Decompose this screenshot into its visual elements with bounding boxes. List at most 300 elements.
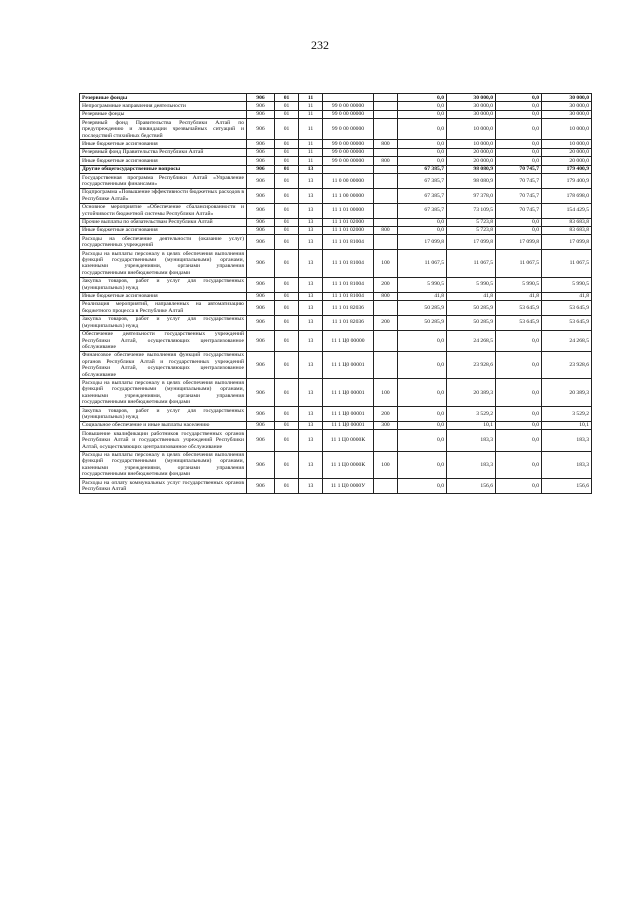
row-grbs-cell: 906	[247, 407, 275, 422]
row-subsection-cell: 11	[299, 102, 323, 110]
row-amount-4-cell: 183,3	[542, 430, 592, 451]
row-section-cell: 01	[275, 94, 299, 102]
table-row	[80, 148, 592, 156]
row-amount-2-cell: 10 000,0	[447, 119, 496, 140]
row-target-article-cell: 11 1 Ц0 00001	[323, 379, 374, 407]
row-amount-3-cell: 0,0	[496, 218, 542, 226]
row-expense-type-cell: 800	[374, 292, 398, 300]
row-name-cell: Иные бюджетные ассигнования	[80, 292, 247, 300]
row-section-cell: 01	[275, 379, 299, 407]
row-subsection-cell: 13	[299, 250, 323, 278]
row-amount-4-cell: 17 099,8	[542, 235, 592, 250]
row-subsection-cell: 11	[299, 94, 323, 102]
row-amount-1-cell: 67 385,7	[398, 203, 447, 218]
row-grbs-cell: 906	[247, 94, 275, 102]
row-section-cell: 01	[275, 218, 299, 226]
row-amount-2-cell: 17 099,8	[447, 235, 496, 250]
row-section-cell: 01	[275, 479, 299, 494]
row-amount-4-cell: 53 645,9	[542, 300, 592, 315]
row-amount-2-cell: 5 723,8	[447, 226, 496, 234]
row-amount-3-cell: 5 990,5	[496, 277, 542, 292]
row-subsection-cell: 13	[299, 330, 323, 351]
row-subsection-cell: 13	[299, 165, 323, 173]
row-name-cell: Закупка товаров, работ и услуг для государственных (муниципальных) нужд	[80, 315, 247, 330]
row-section-cell: 01	[275, 119, 299, 140]
row-target-article-cell	[323, 94, 374, 102]
row-amount-4-cell: 10,1	[542, 421, 592, 429]
row-subsection-cell: 11	[299, 157, 323, 165]
row-section-cell: 01	[275, 430, 299, 451]
table-row	[80, 140, 592, 148]
row-amount-4-cell: 11 067,5	[542, 250, 592, 278]
row-expense-type-cell: 100	[374, 250, 398, 278]
row-subsection-cell: 11	[299, 119, 323, 140]
row-amount-2-cell: 10 000,0	[447, 140, 496, 148]
row-amount-2-cell: 10,1	[447, 421, 496, 429]
row-subsection-cell: 13	[299, 218, 323, 226]
row-expense-type-cell	[374, 203, 398, 218]
row-amount-4-cell: 30 000,0	[542, 94, 592, 102]
row-expense-type-cell	[374, 479, 398, 494]
row-target-article-cell: 11 1 Ц0 0000К	[323, 451, 374, 479]
row-amount-1-cell: 0,0	[398, 407, 447, 422]
row-section-cell: 01	[275, 140, 299, 148]
row-amount-4-cell: 53 645,9	[542, 315, 592, 330]
row-amount-2-cell: 3 529,2	[447, 407, 496, 422]
row-expense-type-cell	[374, 330, 398, 351]
row-section-cell: 01	[275, 157, 299, 165]
table-row	[80, 218, 592, 226]
row-name-cell: Закупка товаров, работ и услуг для государственных (муниципальных) нужд	[80, 277, 247, 292]
row-target-article-cell: 11 1 Ц0 00001	[323, 421, 374, 429]
row-amount-4-cell: 154 429,5	[542, 203, 592, 218]
row-target-article-cell: 11 1 01 81004	[323, 277, 374, 292]
row-amount-3-cell: 70 745,7	[496, 188, 542, 203]
row-grbs-cell: 906	[247, 300, 275, 315]
row-amount-2-cell: 5 990,5	[447, 277, 496, 292]
table-row	[80, 430, 592, 451]
row-section-cell: 01	[275, 330, 299, 351]
row-name-cell: Резервные фонды	[80, 110, 247, 118]
row-amount-2-cell: 30 000,0	[447, 110, 496, 118]
row-section-cell: 01	[275, 148, 299, 156]
row-name-cell: Резервный фонд Правительства Республики Алтай	[80, 148, 247, 156]
row-subsection-cell: 13	[299, 315, 323, 330]
row-amount-2-cell: 183,3	[447, 451, 496, 479]
row-name-cell: Закупка товаров, работ и услуг для государственных (муниципальных) нужд	[80, 407, 247, 422]
row-target-article-cell: 11 1 Ц0 00000	[323, 330, 374, 351]
row-amount-4-cell: 20 000,0	[542, 157, 592, 165]
row-grbs-cell: 906	[247, 315, 275, 330]
row-amount-3-cell: 0,0	[496, 140, 542, 148]
row-expense-type-cell	[374, 165, 398, 173]
row-subsection-cell: 11	[299, 110, 323, 118]
row-subsection-cell: 13	[299, 479, 323, 494]
row-target-article-cell: 99 0 00 00000	[323, 148, 374, 156]
row-grbs-cell: 906	[247, 102, 275, 110]
row-section-cell: 01	[275, 174, 299, 189]
row-name-cell: Расходы на выплаты персоналу в целях обеспечения выполнения функций государственными (муниципальными) органами, казенными учреждениями, органами управления государственными внебюджетными фондами	[80, 379, 247, 407]
row-name-cell: Расходы на выплаты персоналу в целях обеспечения выполнения функций государственными (муниципальными) органами, казенными учреждениями, органами управления государственными внебюджетными фондами	[80, 451, 247, 479]
row-target-article-cell: 11 1 01 02000	[323, 218, 374, 226]
row-amount-1-cell: 0,0	[398, 421, 447, 429]
row-expense-type-cell	[374, 218, 398, 226]
table-row	[80, 226, 592, 234]
table-row	[80, 407, 592, 422]
row-grbs-cell: 906	[247, 148, 275, 156]
row-name-cell: Иные бюджетные ассигнования	[80, 157, 247, 165]
row-amount-4-cell: 179 400,9	[542, 174, 592, 189]
row-expense-type-cell	[374, 110, 398, 118]
row-amount-1-cell: 0,0	[398, 119, 447, 140]
row-amount-3-cell: 0,0	[496, 407, 542, 422]
row-expense-type-cell: 300	[374, 421, 398, 429]
row-amount-3-cell: 0,0	[496, 351, 542, 379]
row-subsection-cell: 13	[299, 421, 323, 429]
table-row	[80, 479, 592, 494]
table-row	[80, 203, 592, 218]
row-amount-3-cell: 70 745,7	[496, 174, 542, 189]
row-amount-3-cell: 0,0	[496, 110, 542, 118]
row-amount-3-cell: 0,0	[496, 119, 542, 140]
row-amount-4-cell: 30 000,0	[542, 102, 592, 110]
row-amount-4-cell: 156,6	[542, 479, 592, 494]
row-expense-type-cell: 100	[374, 379, 398, 407]
row-amount-1-cell: 5 990,5	[398, 277, 447, 292]
row-section-cell: 01	[275, 421, 299, 429]
row-subsection-cell: 13	[299, 226, 323, 234]
row-name-cell: Расходы на выплаты персоналу в целях обеспечения выполнения функций государственными (муниципальными) органами, казенными учреждениями, органами управления государственными внебюджетными фондами	[80, 250, 247, 278]
row-grbs-cell: 906	[247, 165, 275, 173]
table-row	[80, 157, 592, 165]
row-expense-type-cell	[374, 300, 398, 315]
row-grbs-cell: 906	[247, 351, 275, 379]
row-amount-1-cell: 50 285,9	[398, 300, 447, 315]
row-target-article-cell: 99 0 00 00000	[323, 102, 374, 110]
table-row	[80, 235, 592, 250]
row-amount-2-cell: 41,8	[447, 292, 496, 300]
row-amount-1-cell: 67 385,7	[398, 174, 447, 189]
row-amount-3-cell: 0,0	[496, 94, 542, 102]
row-amount-3-cell: 0,0	[496, 479, 542, 494]
row-amount-1-cell: 0,0	[398, 218, 447, 226]
table-row	[80, 315, 592, 330]
row-expense-type-cell: 800	[374, 140, 398, 148]
row-subsection-cell: 13	[299, 407, 323, 422]
row-name-cell: Другие общегосударственные вопросы	[80, 165, 247, 173]
row-amount-1-cell: 41,8	[398, 292, 447, 300]
row-section-cell: 01	[275, 235, 299, 250]
row-name-cell: Реализация мероприятий, направленных на автоматизацию бюджетного процесса в Республике Алтай	[80, 300, 247, 315]
row-amount-1-cell: 0,0	[398, 110, 447, 118]
row-amount-3-cell: 0,0	[496, 330, 542, 351]
row-subsection-cell: 13	[299, 379, 323, 407]
row-amount-2-cell: 11 067,5	[447, 250, 496, 278]
row-name-cell: Подпрограмма «Повышение эффективности бюджетных расходов в Республике Алтай»	[80, 188, 247, 203]
row-subsection-cell: 13	[299, 451, 323, 479]
row-grbs-cell: 906	[247, 421, 275, 429]
row-name-cell: Социальное обеспечение и иные выплаты населению	[80, 421, 247, 429]
row-amount-1-cell: 0,0	[398, 157, 447, 165]
row-target-article-cell: 11 1 01 02000	[323, 226, 374, 234]
row-name-cell: Прочие выплаты по обязательствам Республики Алтай	[80, 218, 247, 226]
row-grbs-cell: 906	[247, 330, 275, 351]
row-amount-1-cell: 0,0	[398, 479, 447, 494]
row-target-article-cell: 99 0 00 00000	[323, 119, 374, 140]
row-amount-2-cell: 30 000,0	[447, 94, 496, 102]
table-row	[80, 165, 592, 173]
row-amount-2-cell: 24 268,5	[447, 330, 496, 351]
row-amount-3-cell: 0,0	[496, 379, 542, 407]
row-amount-4-cell: 20 000,0	[542, 148, 592, 156]
row-amount-2-cell: 20 389,3	[447, 379, 496, 407]
row-amount-2-cell: 20 000,0	[447, 148, 496, 156]
table-row	[80, 119, 592, 140]
row-subsection-cell: 13	[299, 300, 323, 315]
row-amount-2-cell: 73 109,5	[447, 203, 496, 218]
budget-table-body	[80, 94, 592, 494]
page-number: 232	[311, 38, 329, 52]
row-amount-3-cell: 53 645,9	[496, 315, 542, 330]
row-amount-3-cell: 0,0	[496, 451, 542, 479]
row-subsection-cell: 11	[299, 148, 323, 156]
row-name-cell: Иные бюджетные ассигнования	[80, 140, 247, 148]
row-section-cell: 01	[275, 203, 299, 218]
row-expense-type-cell: 200	[374, 315, 398, 330]
row-grbs-cell: 906	[247, 140, 275, 148]
row-section-cell: 01	[275, 277, 299, 292]
row-grbs-cell: 906	[247, 451, 275, 479]
table-row	[80, 330, 592, 351]
row-grbs-cell: 906	[247, 119, 275, 140]
row-grbs-cell: 906	[247, 250, 275, 278]
row-name-cell: Государственная программа Республики Алтай «Управление государственными финансами»	[80, 174, 247, 189]
row-section-cell: 01	[275, 315, 299, 330]
row-expense-type-cell: 800	[374, 157, 398, 165]
row-target-article-cell: 11 1 Ц0 0000К	[323, 430, 374, 451]
row-subsection-cell: 11	[299, 140, 323, 148]
row-amount-3-cell: 0,0	[496, 148, 542, 156]
row-expense-type-cell	[374, 174, 398, 189]
row-name-cell: Расходы на обеспечение деятельности (оказание услуг) государственных учреждений	[80, 235, 247, 250]
row-grbs-cell: 906	[247, 203, 275, 218]
table-row	[80, 351, 592, 379]
row-section-cell: 01	[275, 226, 299, 234]
row-subsection-cell: 13	[299, 203, 323, 218]
row-amount-1-cell: 0,0	[398, 226, 447, 234]
row-expense-type-cell: 200	[374, 277, 398, 292]
row-grbs-cell: 906	[247, 292, 275, 300]
row-name-cell: Обеспечение деятельности государственных учреждений Республики Алтай, осуществляющих централизованное обслуживание	[80, 330, 247, 351]
row-subsection-cell: 13	[299, 351, 323, 379]
row-section-cell: 01	[275, 165, 299, 173]
table-row	[80, 174, 592, 189]
table-row	[80, 110, 592, 118]
row-subsection-cell: 13	[299, 430, 323, 451]
row-target-article-cell: 11 1 01 81004	[323, 250, 374, 278]
row-amount-4-cell: 24 268,5	[542, 330, 592, 351]
row-grbs-cell: 906	[247, 174, 275, 189]
row-amount-1-cell: 0,0	[398, 140, 447, 148]
row-target-article-cell: 11 1 01 81004	[323, 235, 374, 250]
row-amount-3-cell: 53 645,9	[496, 300, 542, 315]
row-subsection-cell: 13	[299, 292, 323, 300]
row-amount-2-cell: 50 285,9	[447, 300, 496, 315]
row-amount-3-cell: 70 745,7	[496, 165, 542, 173]
row-target-article-cell: 99 0 00 00000	[323, 157, 374, 165]
row-name-cell: Расходы на оплату коммунальных услуг государственных органов Республики Алтай	[80, 479, 247, 494]
row-target-article-cell: 11 1 Ц0 00001	[323, 407, 374, 422]
row-amount-1-cell: 0,0	[398, 379, 447, 407]
table-row	[80, 451, 592, 479]
row-amount-2-cell: 30 000,0	[447, 102, 496, 110]
row-subsection-cell: 13	[299, 277, 323, 292]
row-section-cell: 01	[275, 102, 299, 110]
row-name-cell: Непрограммные направления деятельности	[80, 102, 247, 110]
table-row	[80, 277, 592, 292]
row-target-article-cell: 11 1 01 00000	[323, 203, 374, 218]
row-target-article-cell	[323, 165, 374, 173]
row-amount-3-cell: 0,0	[496, 430, 542, 451]
row-amount-1-cell: 17 099,8	[398, 235, 447, 250]
row-target-article-cell: 11 1 01 81004	[323, 292, 374, 300]
row-target-article-cell: 11 1 01 82036	[323, 315, 374, 330]
row-section-cell: 01	[275, 188, 299, 203]
row-grbs-cell: 906	[247, 235, 275, 250]
row-amount-4-cell: 23 928,6	[542, 351, 592, 379]
row-amount-2-cell: 97 378,0	[447, 188, 496, 203]
row-grbs-cell: 906	[247, 226, 275, 234]
row-amount-3-cell: 0,0	[496, 226, 542, 234]
row-grbs-cell: 906	[247, 157, 275, 165]
row-amount-2-cell: 156,6	[447, 479, 496, 494]
row-amount-3-cell: 0,0	[496, 157, 542, 165]
row-amount-4-cell: 10 000,0	[542, 119, 592, 140]
row-section-cell: 01	[275, 300, 299, 315]
row-expense-type-cell	[374, 94, 398, 102]
row-expense-type-cell	[374, 119, 398, 140]
row-amount-4-cell: 20 389,3	[542, 379, 592, 407]
row-grbs-cell: 906	[247, 110, 275, 118]
row-subsection-cell: 13	[299, 174, 323, 189]
row-target-article-cell: 11 0 00 00000	[323, 174, 374, 189]
row-amount-4-cell: 10 000,0	[542, 140, 592, 148]
row-target-article-cell: 99 0 00 00000	[323, 110, 374, 118]
row-amount-1-cell: 67 385,7	[398, 165, 447, 173]
row-grbs-cell: 906	[247, 277, 275, 292]
row-name-cell: Резервный фонд Правительства Республики Алтай по предупреждению и ликвидации чрезвычайных ситуаций и последствий стихийных бедствий	[80, 119, 247, 140]
row-grbs-cell: 906	[247, 479, 275, 494]
row-amount-2-cell: 98 080,9	[447, 165, 496, 173]
row-amount-4-cell: 83 683,8	[542, 226, 592, 234]
row-amount-1-cell: 0,0	[398, 102, 447, 110]
row-amount-1-cell: 0,0	[398, 351, 447, 379]
table-row	[80, 102, 592, 110]
row-grbs-cell: 906	[247, 218, 275, 226]
table-row	[80, 188, 592, 203]
row-amount-1-cell: 11 067,5	[398, 250, 447, 278]
row-section-cell: 01	[275, 407, 299, 422]
row-amount-4-cell: 41,8	[542, 292, 592, 300]
row-amount-2-cell: 50 285,9	[447, 315, 496, 330]
row-amount-2-cell: 98 080,9	[447, 174, 496, 189]
row-amount-2-cell: 5 723,8	[447, 218, 496, 226]
row-expense-type-cell: 100	[374, 451, 398, 479]
row-amount-3-cell: 11 067,5	[496, 250, 542, 278]
row-target-article-cell: 11 1 01 82036	[323, 300, 374, 315]
row-amount-4-cell: 178 698,0	[542, 188, 592, 203]
row-section-cell: 01	[275, 351, 299, 379]
row-amount-1-cell: 0,0	[398, 451, 447, 479]
row-amount-2-cell: 20 000,0	[447, 157, 496, 165]
row-expense-type-cell	[374, 430, 398, 451]
row-expense-type-cell	[374, 235, 398, 250]
row-amount-3-cell: 0,0	[496, 421, 542, 429]
row-name-cell: Повышение квалификации работников государственных органов Республики Алтай и государственных учреждений Республики Алтай, осуществляющих централизованное обслуживание	[80, 430, 247, 451]
table-row	[80, 421, 592, 429]
row-amount-4-cell: 83 683,8	[542, 218, 592, 226]
row-name-cell: Финансовое обеспечение выполнения функций государственных органов Республики Алтай и государственных учреждений Республики Алтай, осуществляющих централизованное обслуживание	[80, 351, 247, 379]
row-grbs-cell: 906	[247, 188, 275, 203]
row-section-cell: 01	[275, 292, 299, 300]
row-expense-type-cell: 200	[374, 407, 398, 422]
row-amount-1-cell: 0,0	[398, 94, 447, 102]
row-grbs-cell: 906	[247, 379, 275, 407]
row-expense-type-cell: 800	[374, 226, 398, 234]
row-amount-4-cell: 30 000,0	[542, 110, 592, 118]
table-row	[80, 94, 592, 102]
row-name-cell: Иные бюджетные ассигнования	[80, 226, 247, 234]
row-section-cell: 01	[275, 451, 299, 479]
row-subsection-cell: 13	[299, 188, 323, 203]
row-amount-4-cell: 5 990,5	[542, 277, 592, 292]
row-amount-2-cell: 183,3	[447, 430, 496, 451]
row-amount-1-cell: 0,0	[398, 148, 447, 156]
row-expense-type-cell	[374, 148, 398, 156]
row-section-cell: 01	[275, 110, 299, 118]
row-expense-type-cell	[374, 351, 398, 379]
row-amount-4-cell: 179 400,9	[542, 165, 592, 173]
row-subsection-cell: 13	[299, 235, 323, 250]
row-name-cell: Основное мероприятие «Обеспечение сбалансированности и устойчивости бюджетной системы Республики Алтай»	[80, 203, 247, 218]
table-row	[80, 300, 592, 315]
row-grbs-cell: 906	[247, 430, 275, 451]
row-amount-1-cell: 67 385,7	[398, 188, 447, 203]
row-amount-1-cell: 0,0	[398, 430, 447, 451]
row-amount-3-cell: 41,8	[496, 292, 542, 300]
row-amount-3-cell: 17 099,8	[496, 235, 542, 250]
row-amount-2-cell: 23 928,6	[447, 351, 496, 379]
row-expense-type-cell	[374, 102, 398, 110]
row-amount-1-cell: 0,0	[398, 330, 447, 351]
row-target-article-cell: 99 0 00 00000	[323, 140, 374, 148]
row-target-article-cell: 11 1 Ц0 00001	[323, 351, 374, 379]
row-amount-3-cell: 0,0	[496, 102, 542, 110]
table-row	[80, 250, 592, 278]
row-amount-4-cell: 3 529,2	[542, 407, 592, 422]
row-expense-type-cell	[374, 188, 398, 203]
table-row	[80, 292, 592, 300]
budget-table	[79, 93, 592, 494]
row-amount-1-cell: 50 285,9	[398, 315, 447, 330]
table-row	[80, 379, 592, 407]
row-amount-3-cell: 70 745,7	[496, 203, 542, 218]
row-amount-4-cell: 183,3	[542, 451, 592, 479]
row-name-cell: Резервные фонды	[80, 94, 247, 102]
row-target-article-cell: 11 1 Ц0 0000У	[323, 479, 374, 494]
row-target-article-cell: 11 1 00 00000	[323, 188, 374, 203]
row-section-cell: 01	[275, 250, 299, 278]
